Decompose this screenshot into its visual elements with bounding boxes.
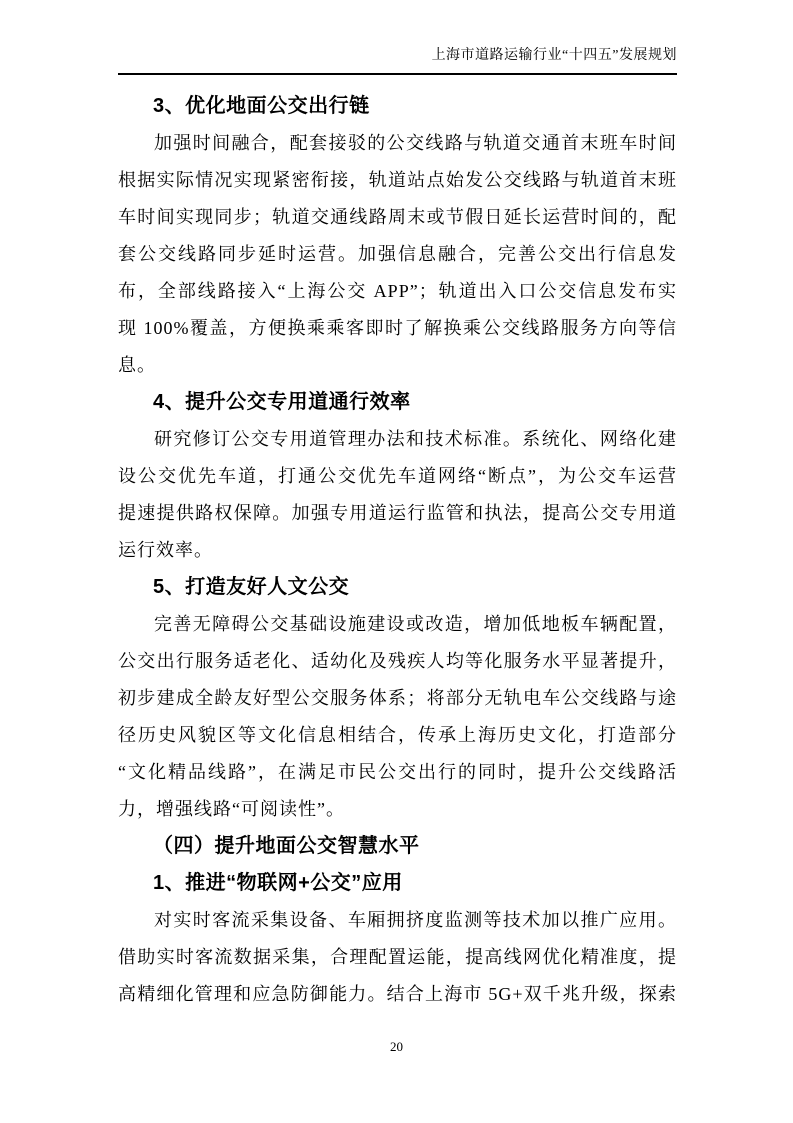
para-friendly-bus	[118, 606, 677, 828]
paragraph-line: 借助实时客流数据采集，合理配置运能，提高线网优化精准度，提	[118, 947, 677, 967]
para-bus-lane	[118, 421, 677, 569]
paragraph-line: 加强时间融合，配套接驳的公交线路与轨道交通首末班车时间	[154, 133, 677, 153]
page-header-title: 上海市道路运输行业“十四五”发展规划	[431, 48, 677, 63]
paragraph-line: 提速提供路权保障。加强专用道运行监管和执法，提高公交专用道	[118, 503, 677, 523]
heading-5-friendly-humanistic-bus: 5、打造友好人文公交	[153, 576, 350, 598]
heading-3-optimize-bus-travel-chain: 3、优化地面公交出行链	[153, 95, 370, 117]
paragraph-line: 息。	[118, 355, 156, 375]
paragraph-line: 布，全部线路接入“上海公交 APP”；轨道出入口公交信息发布实	[118, 281, 677, 301]
para-iot-bus	[118, 902, 677, 1013]
paragraph-line: 运行效率。	[118, 540, 213, 560]
paragraph-line: 研究修订公交专用道管理办法和技术标准。系统化、网络化建	[154, 429, 677, 449]
document-content	[118, 88, 677, 1013]
header-rule	[118, 73, 677, 75]
paragraph-line: 高精细化管理和应急防御能力。结合上海市 5G+双千兆升级，探索	[118, 984, 677, 1004]
paragraph-line: 力，增强线路“可阅读性”。	[118, 799, 345, 819]
paragraph-line: 径历史风貌区等文化信息相结合，传承上海历史文化，打造部分	[118, 725, 677, 745]
paragraph-line: 现 100%覆盖，方便换乘乘客即时了解换乘公交线路服务方向等信	[118, 318, 677, 338]
paragraph-line: 设公交优先车道，打通公交优先车道网络“断点”，为公交车运营	[118, 466, 677, 486]
heading-4-bus-lane-efficiency: 4、提升公交专用道通行效率	[153, 391, 411, 413]
para-time-information-integration	[118, 125, 677, 384]
page-number: 20	[390, 1039, 403, 1054]
paragraph-line: 对实时客流采集设备、车厢拥挤度监测等技术加以推广应用。	[154, 910, 677, 930]
paragraph-line: 套公交线路同步延时运营。加强信息融合，完善公交出行信息发	[118, 244, 677, 264]
paragraph-line: 根据实际情况实现紧密衔接，轨道站点始发公交线路与轨道首末班	[118, 170, 677, 190]
heading-1-iot-plus-bus: 1、推进“物联网+公交”应用	[153, 872, 403, 894]
paragraph-line: “文化精品线路”，在满足市民公交出行的同时，提升公交线路活	[118, 762, 677, 782]
paragraph-line: 初步建成全龄友好型公交服务体系；将部分无轨电车公交线路与途	[118, 688, 677, 708]
paragraph-line: 完善无障碍公交基础设施建设或改造，增加低地板车辆配置，	[154, 614, 677, 634]
paragraph-line: 车时间实现同步；轨道交通线路周末或节假日延长运营时间的，配	[118, 207, 677, 227]
paragraph-line: 公交出行服务适老化、适幼化及残疾人均等化服务水平显著提升，	[118, 651, 677, 671]
heading-section-4-smart-bus-level: （四）提升地面公交智慧水平	[153, 835, 420, 857]
